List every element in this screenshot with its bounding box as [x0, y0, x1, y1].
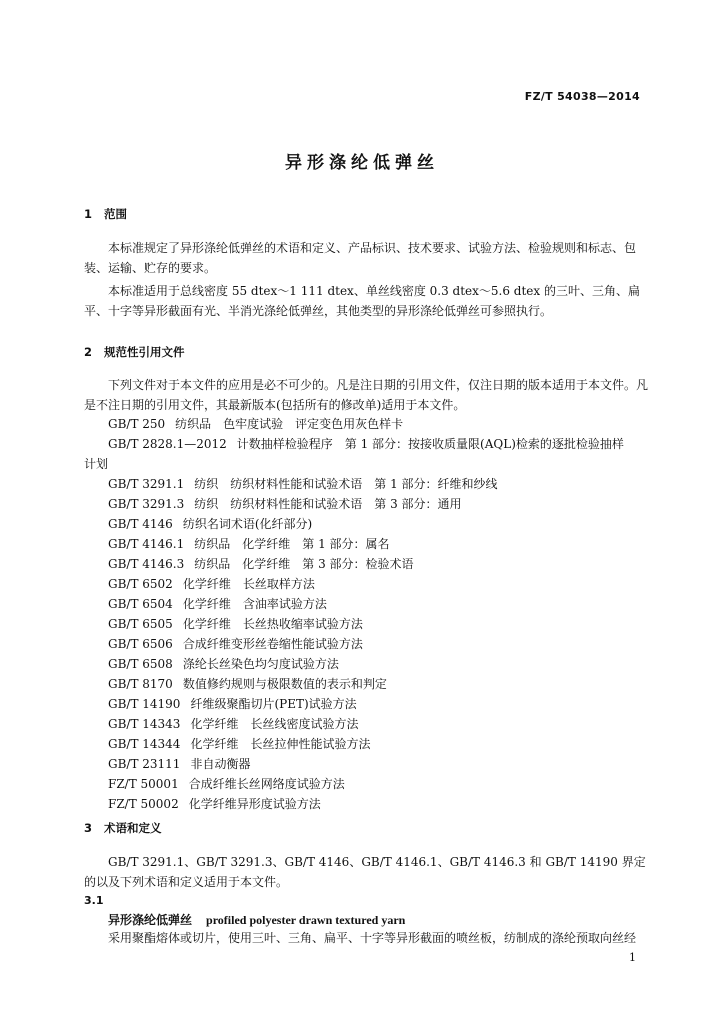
reference-title: 合成纤维长丝网络度试验方法: [188, 777, 345, 791]
page-number: 1: [629, 951, 636, 964]
reference-code: FZ/T 50001: [108, 777, 179, 791]
clause-number: 3.1: [84, 894, 104, 907]
reference-code: GB/T 6504: [108, 597, 173, 611]
reference-item: [84, 614, 652, 634]
section-2-title: 规范性引用文件: [104, 345, 185, 359]
reference-title: 纺织品 化学纤维 第 3 部分：检验术语: [194, 557, 414, 571]
reference-title: 化学纤维 长丝拉伸性能试验方法: [190, 737, 371, 751]
reference-item: [84, 654, 652, 674]
reference-code: GB/T 14190: [108, 697, 181, 711]
section-3-number: 3: [84, 821, 93, 835]
reference-item: [84, 414, 652, 434]
reference-item: [84, 674, 652, 694]
reference-title: 涤纶长丝染色均匀度试验方法: [182, 657, 339, 671]
standard-number: FZ/T 54038—2014: [524, 90, 640, 103]
term-chinese: 异形涤纶低弹丝: [108, 913, 193, 927]
scope-paragraph-2: 本标准适用于总线密度 55 dtex～1 111 dtex、单丝线密度 0.3 dtex～5.6 dtex 的三叶、三角、扁平、十字等异形截面有光、半消光涤纶低弹丝，其他类型的异形涤纶低弹丝可参照执行。: [84, 284, 640, 318]
section-1-title: 范围: [104, 207, 127, 221]
normative-reference-list: [84, 414, 652, 814]
reference-title: 化学纤维 长丝取样方法: [182, 577, 315, 591]
reference-code: GB/T 6505: [108, 617, 173, 631]
terms-intro-paragraph: GB/T 3291.1、GB/T 3291.3、GB/T 4146、GB/T 4146.1、GB/T 4146.3 和 GB/T 14190 界定的以及下列术语和定义适用于本文件。: [84, 855, 646, 889]
reference-code: GB/T 3291.1: [108, 477, 185, 491]
term-english: profiled polyester drawn textured yarn: [206, 913, 406, 927]
reference-title: 化学纤维 长丝线密度试验方法: [190, 717, 359, 731]
reference-item: [84, 534, 652, 554]
section-2-number: 2: [84, 345, 93, 359]
term-entry: [108, 911, 405, 928]
reference-code: GB/T 4146: [108, 517, 173, 531]
reference-item: [84, 594, 652, 614]
reference-title: 化学纤维异形度试验方法: [188, 797, 321, 811]
reference-title: 纺织名词术语(化纤部分): [182, 517, 313, 531]
reference-code: GB/T 250: [108, 417, 166, 431]
reference-item: [84, 734, 652, 754]
reference-title: 纺织 纺织材料性能和试验术语 第 3 部分：通用: [194, 497, 462, 511]
reference-title: 化学纤维 含油率试验方法: [182, 597, 327, 611]
reference-code: GB/T 6506: [108, 637, 173, 651]
reference-code: GB/T 14343: [108, 717, 181, 731]
reference-item: [84, 774, 652, 794]
reference-item: [84, 514, 652, 534]
reference-title: 纺织品 化学纤维 第 1 部分：属名: [194, 537, 390, 551]
section-3-heading: [84, 820, 162, 836]
reference-item: [84, 434, 652, 474]
reference-title: 纤维级聚酯切片(PET)试验方法: [190, 697, 357, 711]
reference-item: [84, 634, 652, 654]
term-definition: 采用聚酯熔体或切片，使用三叶、三角、扁平、十字等异形截面的喷丝板，纺制成的涤纶预取向丝经: [108, 931, 637, 945]
reference-item: [84, 554, 652, 574]
reference-item: [84, 494, 652, 514]
reference-code: GB/T 6502: [108, 577, 173, 591]
reference-item: [84, 714, 652, 734]
reference-title: 纺织品 色牢度试验 评定变色用灰色样卡: [175, 417, 404, 431]
reference-item: [84, 694, 652, 714]
reference-code: FZ/T 50002: [108, 797, 179, 811]
reference-item: [84, 794, 652, 814]
reference-item: [84, 574, 652, 594]
reference-title: 合成纤维变形丝卷缩性能试验方法: [182, 637, 363, 651]
reference-title: 化学纤维 长丝热收缩率试验方法: [182, 617, 363, 631]
reference-code: GB/T 3291.3: [108, 497, 185, 511]
reference-title: 计数抽样检验程序 第 1 部分：按接收质量限(AQL)检索的逐批检验抽样: [236, 437, 624, 451]
reference-code: GB/T 2828.1—2012: [108, 437, 227, 451]
refs-intro-paragraph: 下列文件对于本文件的应用是必不可少的。凡是注日期的引用文件，仅注日期的版本适用于本文件。凡是不注日期的引用文件，其最新版本(包括所有的修改单)适用于本文件。: [84, 378, 649, 412]
reference-title-continuation: 计划: [84, 457, 109, 471]
section-3-title: 术语和定义: [104, 821, 162, 835]
document-title: 异形涤纶低弹丝: [285, 153, 439, 173]
reference-title: 纺织 纺织材料性能和试验术语 第 1 部分：纤维和纱线: [194, 477, 498, 491]
reference-code: GB/T 8170: [108, 677, 173, 691]
reference-item: [84, 474, 652, 494]
reference-title: 数值修约规则与极限数值的表示和判定: [182, 677, 387, 691]
section-2-heading: [84, 344, 185, 360]
section-1-number: 1: [84, 207, 93, 221]
reference-title: 非自动衡器: [190, 757, 251, 771]
reference-code: GB/T 4146.1: [108, 537, 185, 551]
reference-code: GB/T 4146.3: [108, 557, 185, 571]
reference-code: GB/T 23111: [108, 757, 181, 771]
reference-code: GB/T 6508: [108, 657, 173, 671]
section-1-heading: [84, 206, 127, 222]
reference-code: GB/T 14344: [108, 737, 181, 751]
scope-paragraph-1: 本标准规定了异形涤纶低弹丝的术语和定义、产品标识、技术要求、试验方法、检验规则和标志、包装、运输、贮存的要求。: [84, 241, 637, 275]
reference-item: [84, 754, 652, 774]
